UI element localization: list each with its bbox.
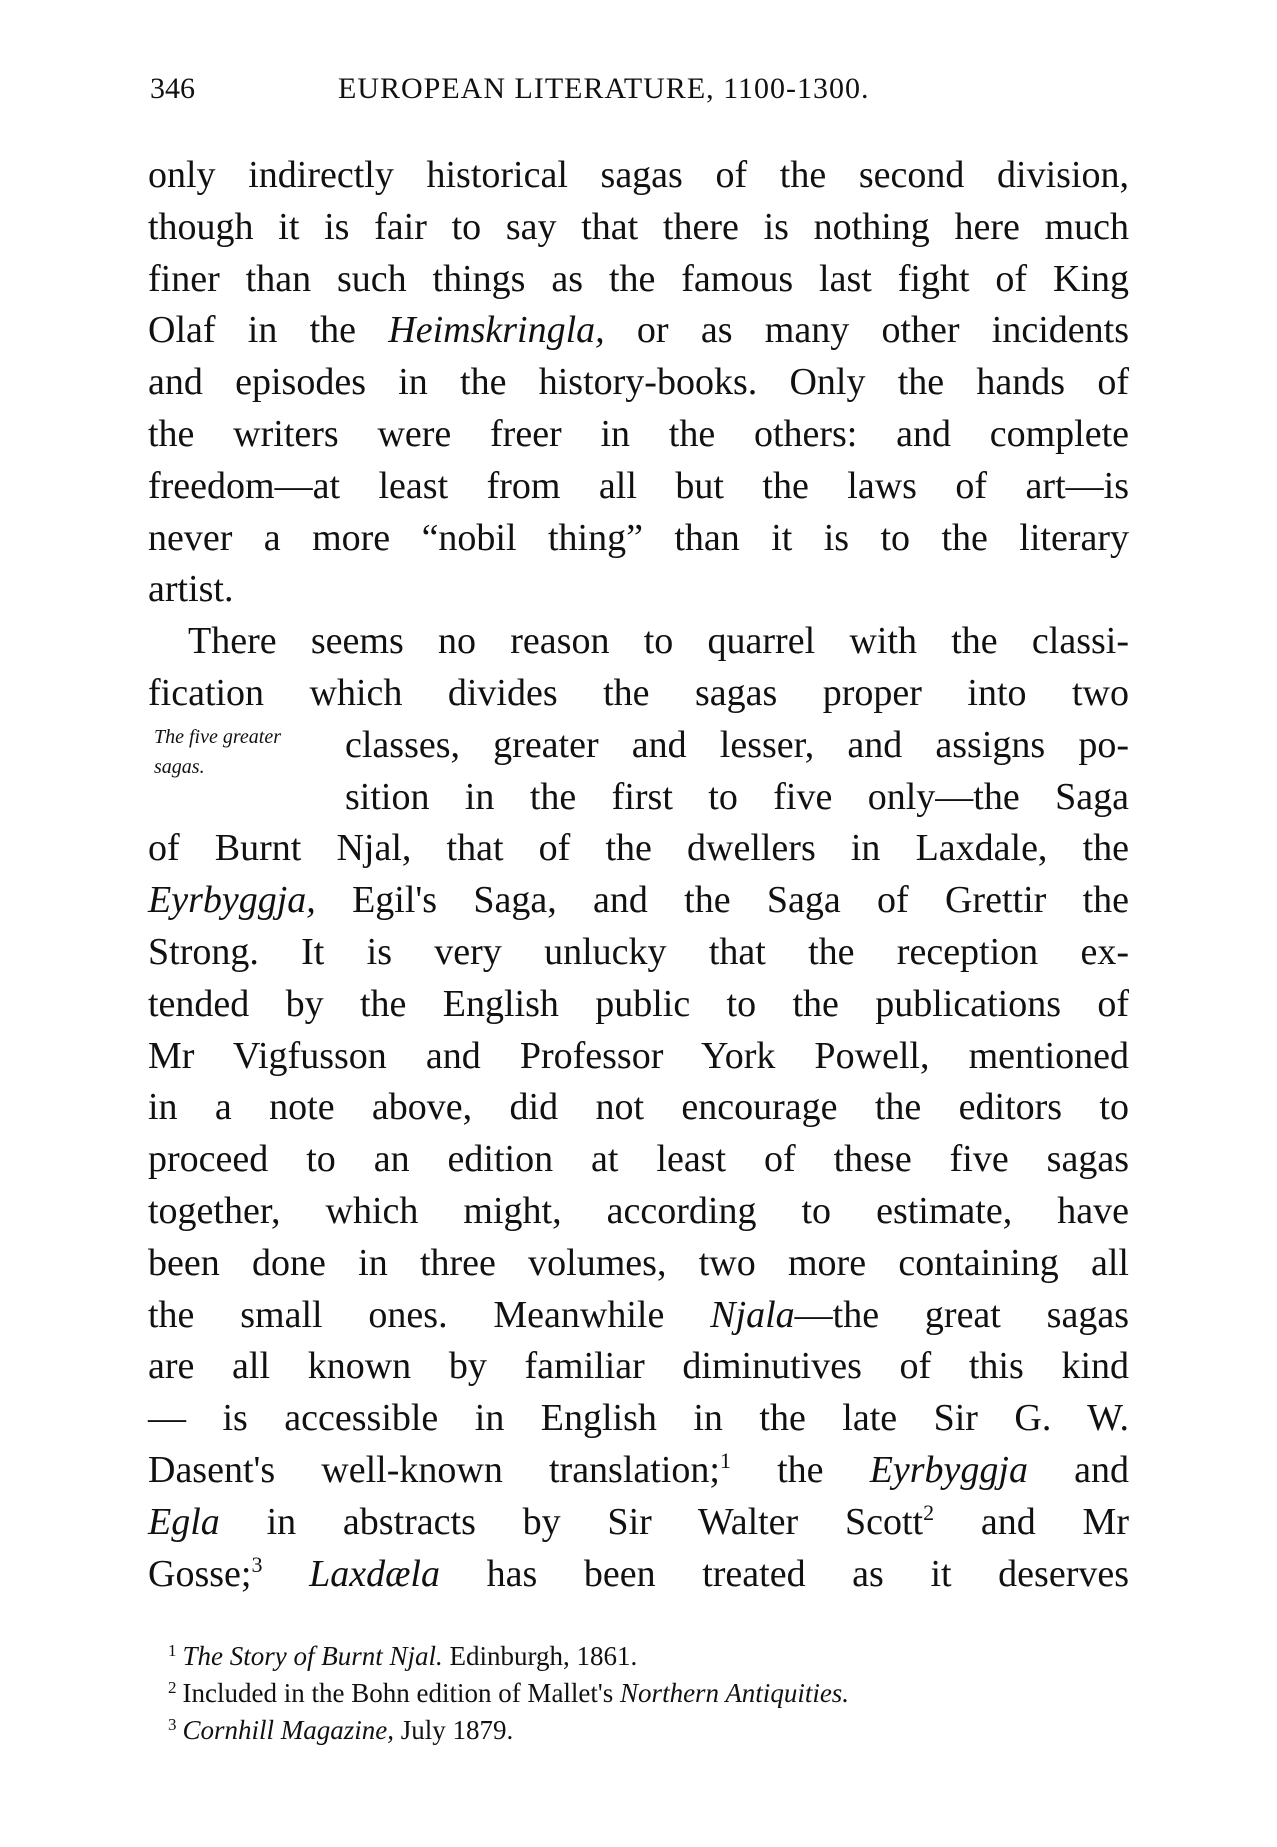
text-span: the writers were freer in the others: and complete (148, 412, 1129, 455)
margin-note-line: The five greater (154, 726, 282, 748)
italic-text: Laxdæla (309, 1552, 440, 1595)
footnote-reference: 3 (168, 1715, 177, 1734)
footnote (168, 1712, 849, 1749)
text-line (148, 202, 1129, 254)
text-line (148, 979, 1129, 1031)
text-line (148, 1186, 1129, 1238)
text-line (148, 1031, 1129, 1083)
text-line (148, 254, 1129, 306)
text-span: proceed to an edition at least of these five sagas (148, 1138, 1129, 1181)
footnote-reference: 1 (719, 1447, 731, 1473)
italic-text: Heimskringla, (388, 309, 605, 352)
text-span: Edinburgh, 1861. (442, 1641, 638, 1671)
text-span (262, 1553, 309, 1595)
italic-text: Njala (710, 1293, 795, 1336)
footnote (168, 1675, 849, 1712)
text-span: classes, greater and lesser, and assigns po- (345, 723, 1129, 766)
text-span: has been treated as it deserves (439, 1552, 1130, 1595)
text-span: been done in three volumes, two more containing all (148, 1241, 1129, 1284)
text-span: though it is fair to say that there is nothing here much (148, 205, 1129, 248)
text-line (148, 875, 1129, 927)
text-span: or as many other incidents (604, 309, 1129, 352)
text-span: sition in the first to five only—the Saga (345, 775, 1129, 818)
text-span: tended by the English public to the publications of (148, 982, 1129, 1025)
italic-text: Eyrbyggja (869, 1448, 1028, 1491)
text-span: Egil's Saga, and the Saga of Grettir the (315, 879, 1129, 922)
italic-text: Eyrbyggja, (148, 879, 316, 922)
text-line (148, 1082, 1129, 1134)
text-span: in a note above, did not encourage the editors to (148, 1086, 1129, 1129)
italic-text: Northern Antiquities. (620, 1678, 850, 1708)
text-line (148, 513, 1129, 565)
text-span: Strong. It is very unlucky that the reception ex- (148, 930, 1129, 973)
text-span: fication which divides the sagas proper into two (148, 671, 1129, 714)
italic-text: Egla (148, 1500, 220, 1543)
italic-text: The Story of Burnt Njal. (182, 1641, 443, 1671)
footnote-reference: 3 (251, 1551, 263, 1577)
text-line (148, 1497, 1129, 1549)
text-span: and episodes in the history-books. Only the hands of (148, 361, 1129, 404)
text-span: are all known by familiar diminutives of this kind (148, 1345, 1129, 1388)
text-span: and Mr (934, 1500, 1129, 1543)
running-title: EUROPEAN LITERATURE, 1100-1300. (338, 72, 870, 105)
footnotes (168, 1638, 849, 1749)
text-span: and (1027, 1448, 1130, 1491)
text-line (148, 1290, 1129, 1342)
text-line (148, 720, 1129, 772)
text-span: freedom—at least from all but the laws of art—is (148, 464, 1129, 507)
text-line (148, 1549, 1129, 1601)
text-line (148, 1134, 1129, 1186)
text-line (148, 564, 1129, 616)
text-span: Dasent's well-known translation; (148, 1448, 720, 1491)
text-span: the small ones. Meanwhile (148, 1293, 711, 1336)
text-line (148, 461, 1129, 513)
text-span: Gosse; (148, 1552, 252, 1595)
text-span: the (730, 1448, 870, 1491)
text-line (148, 927, 1129, 979)
text-span: Included in the Bohn edition of Mallet's (182, 1678, 621, 1708)
text-line (148, 305, 1129, 357)
text-line (148, 409, 1129, 461)
footnote-reference: 2 (168, 1678, 177, 1697)
text-line (148, 1393, 1129, 1445)
text-line (148, 150, 1129, 202)
text-span: artist. (148, 568, 234, 611)
text-span: — is accessible in English in the late Sir G. W. (148, 1397, 1129, 1440)
text-span: Mr Vigfusson and Professor York Powell, mentioned (148, 1034, 1129, 1077)
body-text (148, 150, 1129, 1600)
italic-text: Cornhill Magazine, (182, 1715, 395, 1745)
footnote-reference: 2 (923, 1499, 935, 1525)
text-span: never a more “nobil thing” than it is to the literary (148, 516, 1129, 559)
text-line (148, 357, 1129, 409)
text-line (148, 1445, 1129, 1497)
text-line (148, 1341, 1129, 1393)
text-span: —the great sagas (794, 1293, 1129, 1336)
text-line (148, 823, 1129, 875)
text-line (148, 616, 1129, 668)
text-span: July 1879. (394, 1715, 514, 1745)
text-span: finer than such things as the famous last fight of King (148, 257, 1129, 300)
text-span: Olaf in the (148, 309, 389, 352)
footnote (168, 1638, 849, 1675)
text-span: in abstracts by Sir Walter Scott (219, 1500, 924, 1543)
margin-note-line: sagas. (154, 756, 205, 778)
text-span: of Burnt Njal, that of the dwellers in Laxdale, the (148, 827, 1129, 870)
text-span: There seems no reason to quarrel with the classi- (188, 620, 1129, 663)
footnote-reference: 1 (168, 1641, 177, 1660)
text-span: together, which might, according to estimate, have (148, 1189, 1129, 1232)
text-span: only indirectly historical sagas of the second division, (148, 154, 1129, 196)
text-line (148, 668, 1129, 720)
page-number: 346 (150, 72, 195, 105)
text-line (148, 772, 1129, 824)
text-line (148, 1238, 1129, 1290)
